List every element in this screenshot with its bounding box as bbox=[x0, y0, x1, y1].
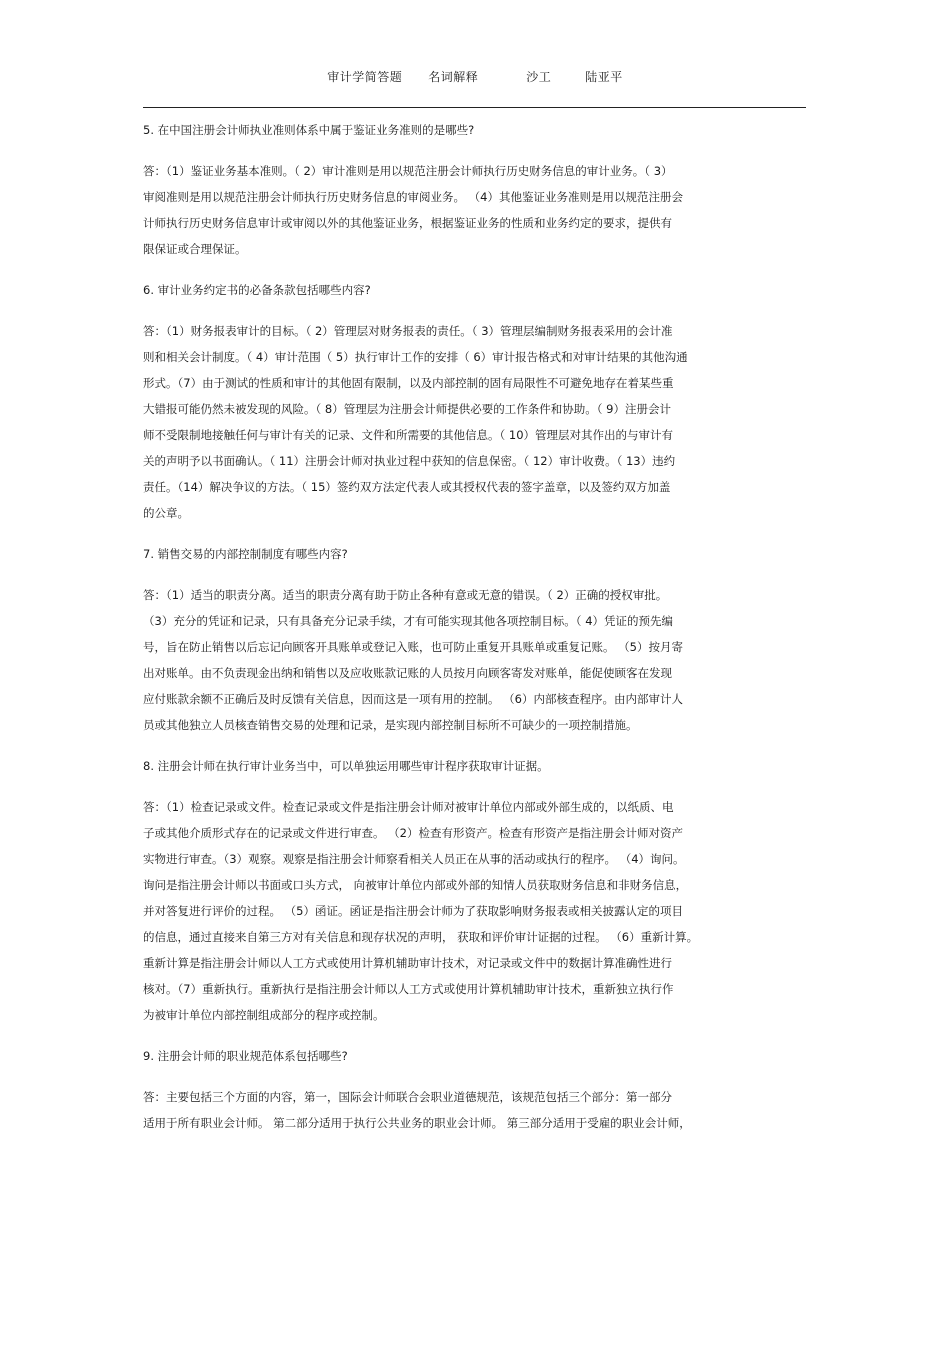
answer-line: 适用于所有职业会计师。 第二部分适用于执行公共业务的职业会计师。 第三部分适用于受雇的职业会计师， bbox=[143, 1116, 691, 1130]
answer-line: 答：（1）检查记录或文件。检查记录或文件是指注册会计师对被审计单位内部或外部生成的，以纸质、电 bbox=[143, 800, 674, 814]
qa-section bbox=[143, 544, 806, 738]
qa-section bbox=[143, 756, 806, 1028]
answer-line: 核对。（7）重新执行。重新执行是指注册会计师以人工方式或使用计算机辅助审计技术，重新独立执行作 bbox=[143, 982, 674, 996]
answer-paragraph bbox=[143, 158, 806, 262]
answer-line: 的公章。 bbox=[143, 506, 189, 520]
answer-paragraph bbox=[143, 318, 806, 526]
answer-line: 审阅准则是用以规范注册会计师执行历史财务信息的审阅业务。 （4）其他鉴证业务准则是用以规范注册会 bbox=[143, 190, 683, 204]
answer-line: 为被审计单位内部控制组成部分的程序或控制。 bbox=[143, 1008, 385, 1022]
answer-line: （3）充分的凭证和记录，只有具备充分记录手续，才有可能实现其他各项控制目标。（ 4）凭证的预先编 bbox=[143, 614, 674, 628]
answer-line: 的信息，通过直接来自第三方对有关信息和现存状况的声明， 获取和评价审计证据的过程。 （6）重新计算。 bbox=[143, 930, 699, 944]
answer-line: 应付账款余额不正确后及时反馈有关信息，因而这是一项有用的控制。 （6）内部核查程序。由内部审计人 bbox=[143, 692, 683, 706]
question-heading: 5. 在中国注册会计师执业准则体系中属于鉴证业务准则的是哪些? bbox=[143, 123, 475, 137]
answer-line: 号，旨在防止销售以后忘记向顾客开具账单或登记入账，也可防止重复开具账单或重复记账。 （5）按月寄 bbox=[143, 640, 683, 654]
answer-line: 则和相关会计制度。（ 4）审计范围（ 5）执行审计工作的安排（ 6）审计报告格式和对审计结果的其他沟通 bbox=[143, 350, 688, 364]
answer-line: 计师执行历史财务信息审计或审阅以外的其他鉴证业务，根据鉴证业务的性质和业务约定的要求，提供有 bbox=[143, 216, 672, 230]
answer-line: 责任。（14）解决争议的方法。（ 15）签约双方法定代表人或其授权代表的签字盖章，以及签约双方加盖 bbox=[143, 480, 671, 494]
answer-line: 大错报可能仍然未被发现的风险。（ 8）管理层为注册会计师提供必要的工作条件和协助。（ 9）注册会计 bbox=[143, 402, 671, 416]
header-title: 审计学简答题 bbox=[327, 70, 403, 84]
answer-line: 询问是指注册会计师以书面或口头方式， 向被审计单位内部或外部的知情人员获取财务信息和非财务信息， bbox=[143, 878, 688, 892]
document-body bbox=[143, 120, 806, 1154]
answer-line: 员或其他独立人员核查销售交易的处理和记录，是实现内部控制目标所不可缺少的一项控制措施。 bbox=[143, 718, 638, 732]
question-heading: 7. 销售交易的内部控制制度有哪些内容? bbox=[143, 547, 348, 561]
answer-line: 重新计算是指注册会计师以人工方式或使用计算机辅助审计技术，对记录或文件中的数据计算准确性进行 bbox=[143, 956, 672, 970]
answer-line: 形式。（7）由于测试的性质和审计的其他固有限制，以及内部控制的固有局限性不可避免地存在着某些重 bbox=[143, 376, 674, 390]
answer-line: 答：主要包括三个方面的内容，第一，国际会计师联合会职业道德规范，该规范包括三个部分：第一部分 bbox=[143, 1090, 672, 1104]
answer-paragraph bbox=[143, 582, 806, 738]
answer-line: 答：（1）财务报表审计的目标。（ 2）管理层对财务报表的责任。（ 3）管理层编制财务报表采用的会计准 bbox=[143, 324, 673, 338]
answer-line: 限保证或合理保证。 bbox=[143, 242, 247, 256]
answer-paragraph bbox=[143, 794, 806, 1028]
question-heading: 6. 审计业务约定书的必备条款包括哪些内容? bbox=[143, 283, 371, 297]
header-author: 陆亚平 bbox=[585, 70, 623, 84]
qa-section bbox=[143, 120, 806, 262]
answer-line: 并对答复进行评价的过程。 （5）函证。函证是指注册会计师为了获取影响财务报表或相关披露认定的项目 bbox=[143, 904, 683, 918]
qa-section bbox=[143, 1046, 806, 1136]
answer-line: 实物进行审查。（3）观察。观察是指注册会计师察看相关人员正在从事的活动或执行的程序。 （4）询问。 bbox=[143, 852, 685, 866]
answer-line: 子或其他介质形式存在的记录或文件进行审查。 （2）检查有形资产。检查有形资产是指注册会计师对资产 bbox=[143, 826, 683, 840]
qa-section bbox=[143, 280, 806, 526]
answer-line: 答：（1）鉴证业务基本准则。（ 2）审计准则是用以规范注册会计师执行历史财务信息的审计业务。（ 3） bbox=[143, 164, 673, 178]
page-header bbox=[0, 68, 950, 85]
question-heading: 8. 注册会计师在执行审计业务当中，可以单独运用哪些审计程序获取审计证据。 bbox=[143, 759, 549, 773]
question-heading: 9. 注册会计师的职业规范体系包括哪些? bbox=[143, 1049, 348, 1063]
answer-line: 师不受限制地接触任何与审计有关的记录、文件和所需要的其他信息。（ 10）管理层对其作出的与审计有 bbox=[143, 428, 674, 442]
answer-line: 出对账单。由不负责现金出纳和销售以及应收账款记账的人员按月向顾客寄发对账单，能促使顾客在发现 bbox=[143, 666, 672, 680]
header-divider bbox=[143, 107, 806, 108]
answer-line: 关的声明予以书面确认。（ 11）注册会计师对执业过程中获知的信息保密。（ 12）审计收费。（ 13）违约 bbox=[143, 454, 676, 468]
header-school: 沙工 bbox=[526, 70, 552, 84]
answer-line: 答：（1）适当的职责分离。适当的职责分离有助于防止各种有意或无意的错误。（ 2）正确的授权审批。 bbox=[143, 588, 668, 602]
header-subtitle: 名词解释 bbox=[428, 70, 479, 84]
answer-paragraph bbox=[143, 1084, 806, 1136]
